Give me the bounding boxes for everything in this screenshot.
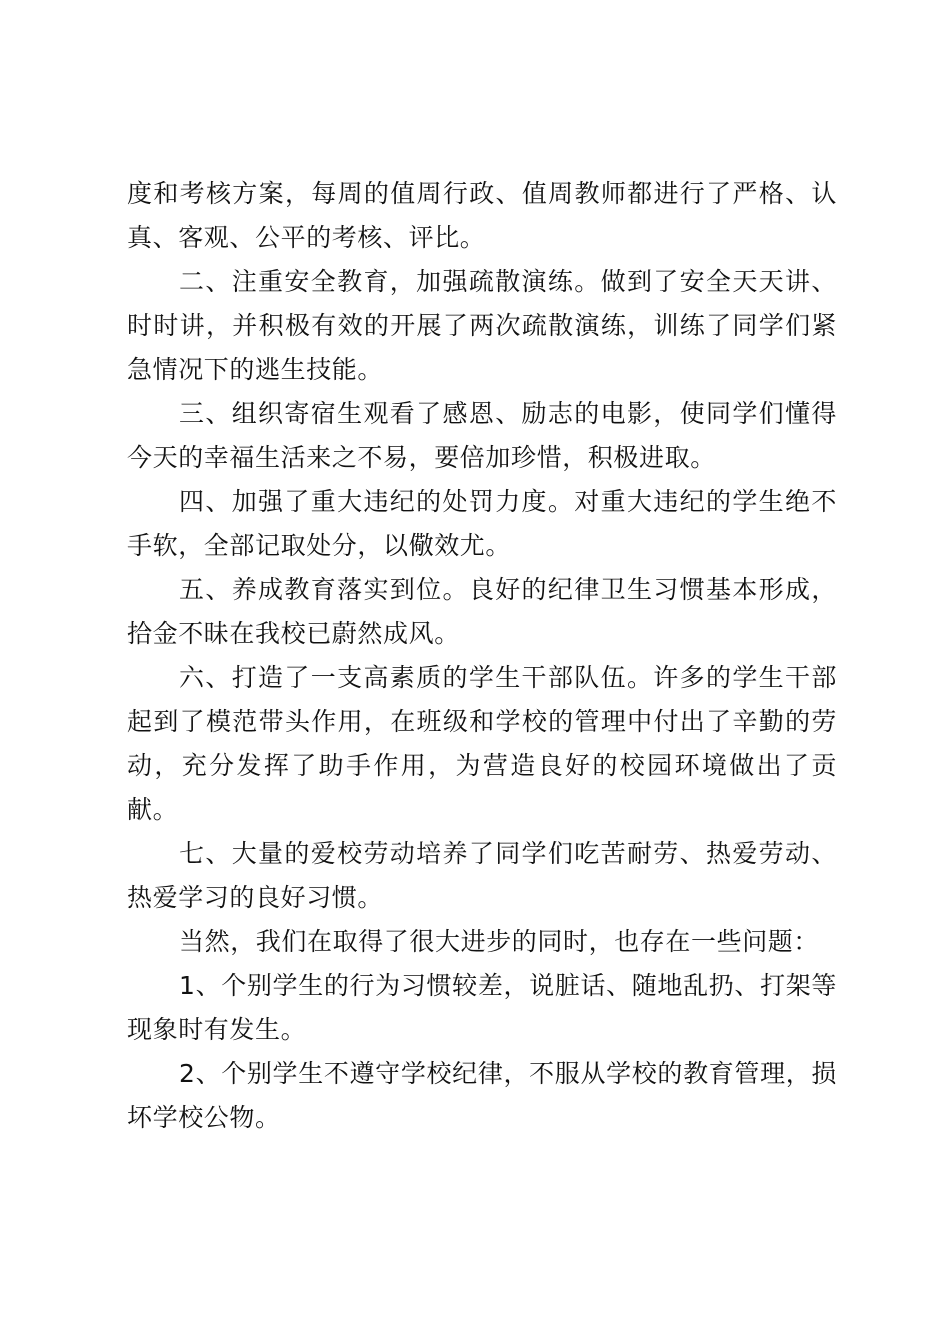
paragraph-problem-2: 2、个别学生不遵守学校纪律，不服从学校的教育管理，损坏学校公物。 (127, 1059, 837, 1132)
paragraph-item-7: 七、大量的爱校劳动培养了同学们吃苦耐劳、热爱劳动、热爱学习的良好习惯。 (127, 839, 837, 912)
paragraph-problems-intro: 当然，我们在取得了很大进步的同时，也存在一些问题： (179, 927, 820, 956)
paragraph-problem-1: 1、个别学生的行为习惯较差，说脏话、随地乱扔、打架等现象时有发生。 (127, 971, 837, 1044)
paragraph-continuation: 度和考核方案，每周的值周行政、值周教师都进行了严格、认真、客观、公平的考核、评比。 (127, 179, 837, 252)
paragraph-item-4: 四、加强了重大违纪的处罚力度。对重大违纪的学生绝不手软，全部记取处分，以儆效尤。 (127, 487, 837, 560)
paragraph-item-2: 二、注重安全教育，加强疏散演练。做到了安全天天讲、时时讲，并积极有效的开展了两次疏散演练，训练了同学们紧急情况下的逃生技能。 (127, 267, 837, 384)
paragraph-item-6: 六、打造了一支高素质的学生干部队伍。许多的学生干部起到了模范带头作用，在班级和学校的管理中付出了辛勤的劳动，充分发挥了助手作用，为营造良好的校园环境做出了贡献。 (127, 663, 837, 824)
document-body (127, 172, 837, 1140)
paragraph-item-5: 五、养成教育落实到位。良好的纪律卫生习惯基本形成，拾金不昧在我校已蔚然成风。 (127, 575, 837, 648)
paragraph-item-3: 三、组织寄宿生观看了感恩、励志的电影，使同学们懂得今天的幸福生活来之不易，要倍加珍惜，积极进取。 (127, 399, 837, 472)
